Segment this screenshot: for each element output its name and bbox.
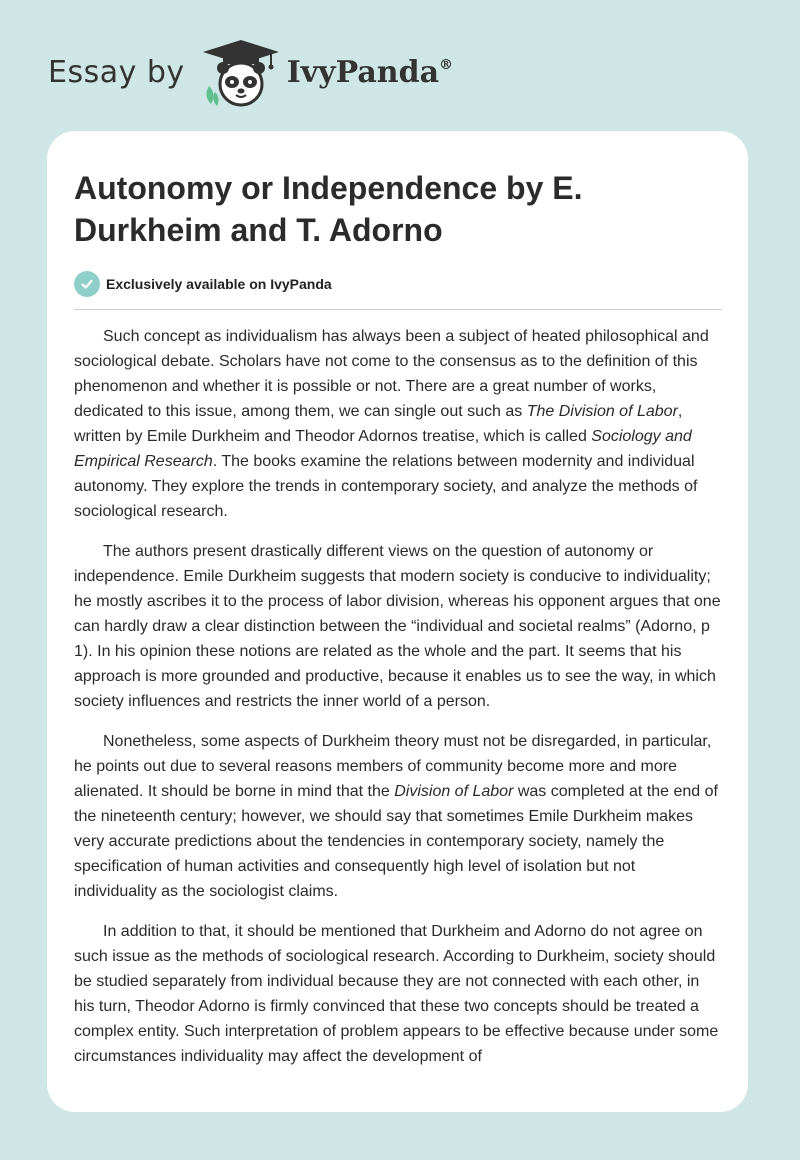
essay-card bbox=[47, 131, 748, 1112]
paragraph-text: was completed at the end of the nineteenth century; however, we should say that sometimes Emile Durkheim makes very accurate predictions about the tendencies in contemporary society, namely the specification of human activities and consequently high level of isolation but not individuality as the sociologist claims. bbox=[74, 783, 718, 900]
essay-paragraph bbox=[74, 324, 722, 524]
brand-name: IvyPanda bbox=[286, 54, 440, 90]
essay-paragraph bbox=[74, 919, 722, 1069]
panda-graduate-icon bbox=[199, 36, 283, 108]
paragraph-text: In addition to that, it should be mentioned that Durkheim and Adorno do not agree on such issue as the methods of sociological research. According to Durkheim, society should be studied separately from individual because they are not connected with each other, in his turn, Theodor Adorno is firmly convinced that these two concepts should be treated a complex entity. Such interpretation of problem appears to be effective because under some circumstances individuality may affect the development of bbox=[74, 923, 719, 1065]
essay-title: Autonomy or Independence by E. Durkheim and T. Adorno bbox=[74, 170, 583, 248]
paragraph-text: Such concept as individualism has always been a subject of heated philosophical and sociological debate. Scholars have not come to the consensus as to the definition of this phenomenon and whether it is possible or not. There are a great number of works, dedicated to this issue, among them, we can single out such as bbox=[74, 328, 709, 420]
ivypanda-wordmark bbox=[287, 55, 453, 90]
essay-paragraph bbox=[74, 729, 722, 904]
exclusive-label: Exclusively available on IvyPanda bbox=[106, 276, 332, 292]
paragraph-text: The authors present drastically different views on the question of autonomy or independence. Emile Durkheim suggests that modern society is conducive to individuality; he mostly ascribes it to the process of labor division, whereas his opponent argues that one can hardly draw a clear distinction between the “individual and societal realms” (Adorno, p 1). In his opinion these notions are related as the whole and the part. It seems that his approach is more grounded and productive, because it enables us to see the way, in which society influences and restricts the inner world of a person. bbox=[74, 543, 721, 710]
book-title-italic: Sociology and Empirical Research bbox=[74, 428, 692, 470]
book-title-italic: The Division of Labor bbox=[526, 403, 678, 420]
registered-mark: ® bbox=[439, 56, 454, 73]
check-icon bbox=[74, 271, 100, 297]
exclusive-badge bbox=[74, 271, 722, 297]
brand-header[interactable] bbox=[48, 36, 453, 108]
paragraph-text: . The books examine the relations between modernity and individual autonomy. They explore the trends in contemporary society, and analyze the methods of sociological research. bbox=[74, 453, 698, 520]
essay-by-label: Essay by bbox=[48, 54, 185, 90]
book-title-italic: Division of Labor bbox=[394, 783, 514, 800]
essay-paragraph bbox=[74, 539, 722, 714]
paragraph-text: Nonetheless, some aspects of Durkheim theory must not be disregarded, in particular, he points out due to several reasons members of community become more and more alienated. It should be borne in mind that the bbox=[74, 733, 712, 800]
divider bbox=[74, 309, 722, 310]
essay-body bbox=[74, 324, 722, 1069]
paragraph-text: , written by Emile Durkheim and Theodor Adornos treatise, which is called bbox=[74, 403, 683, 445]
